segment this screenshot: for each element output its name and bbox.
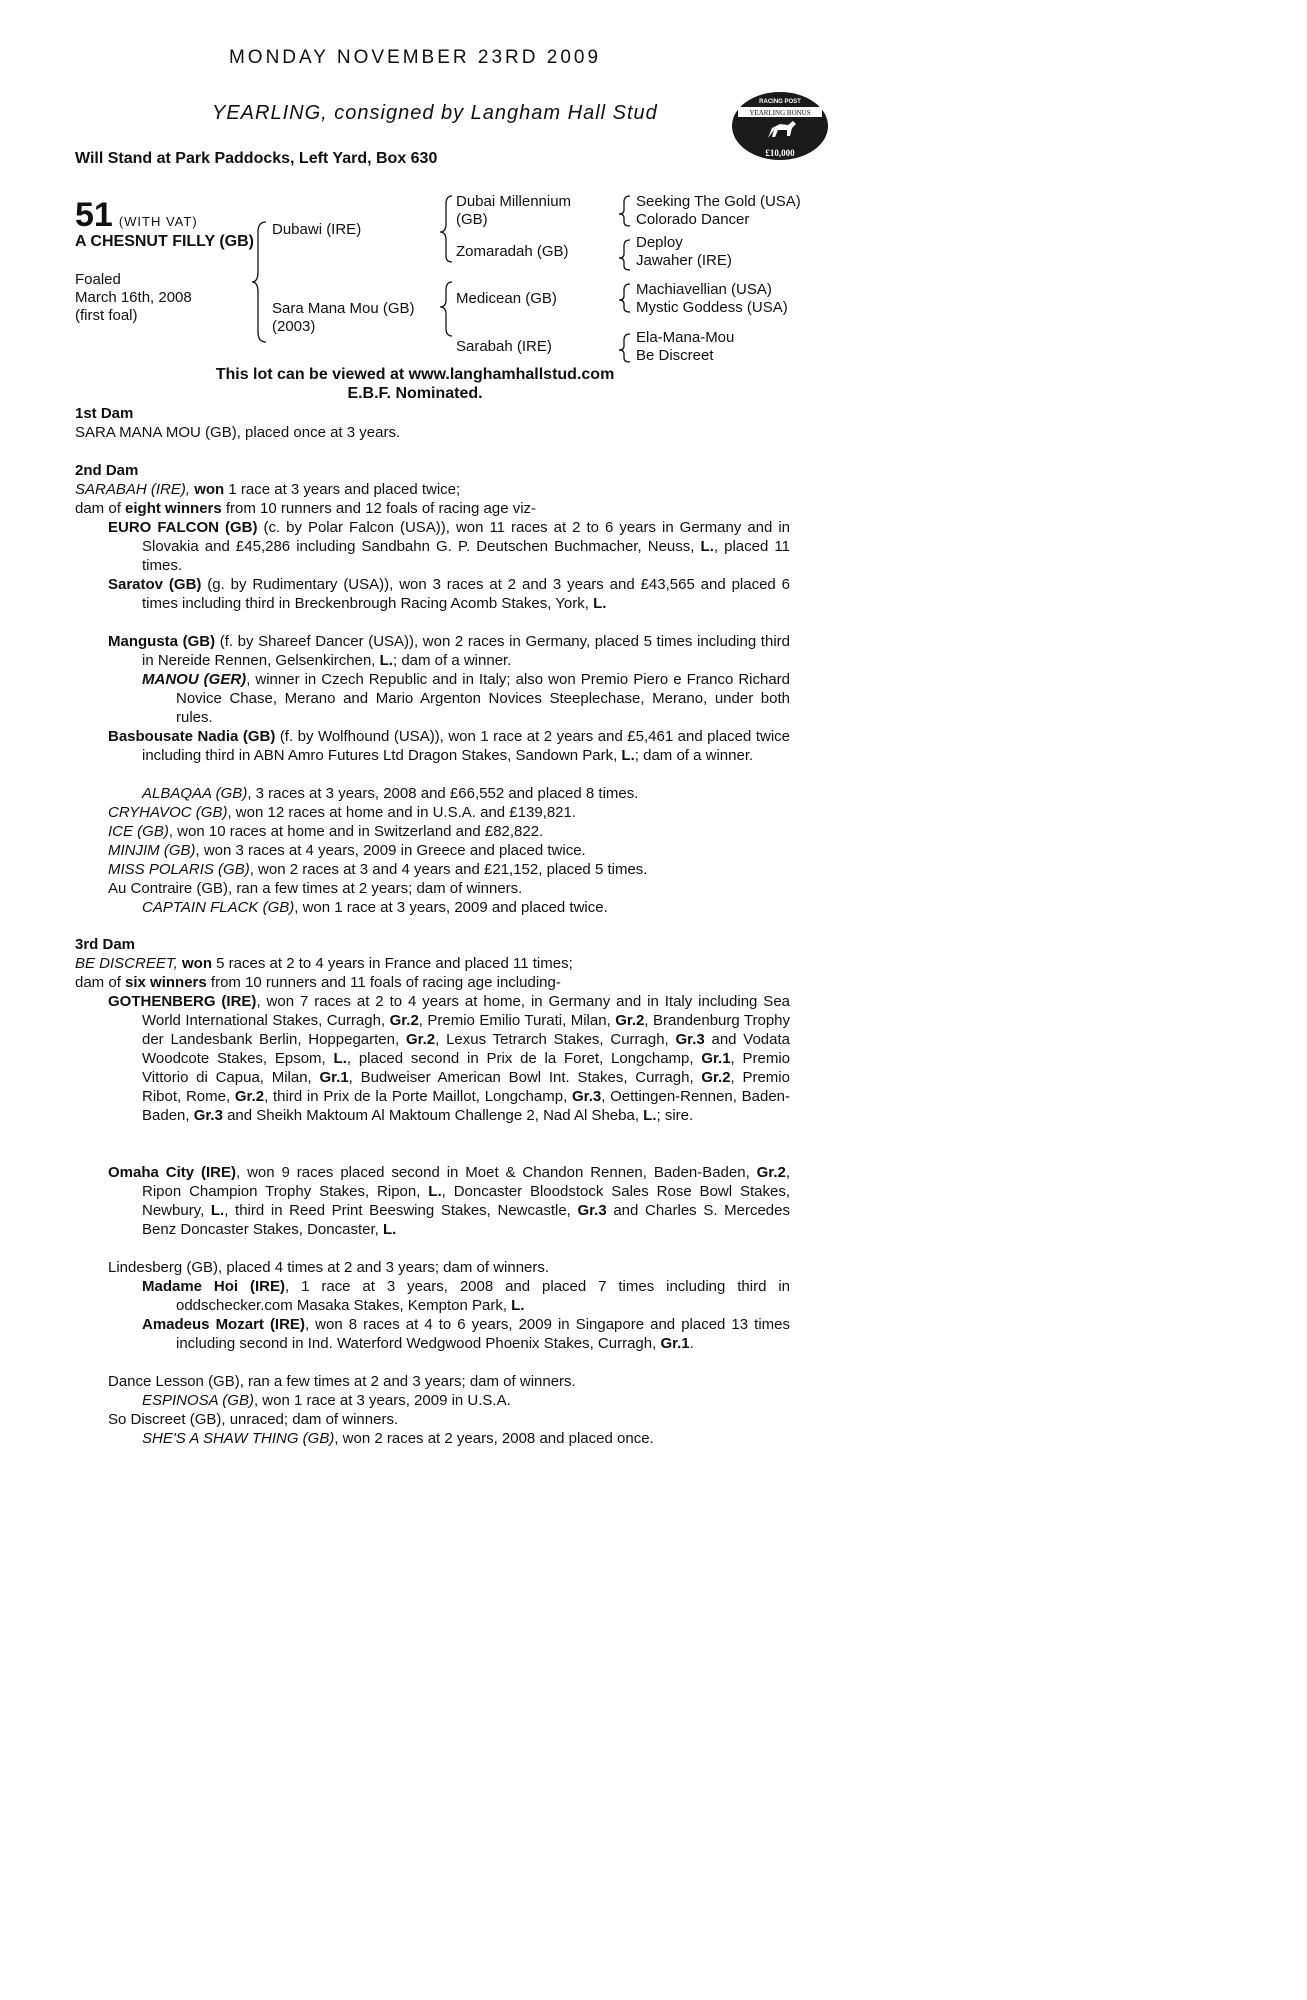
progeny-so-discreet: So Discreet (GB), unraced; dam of winners. [108,1411,399,1428]
second-dam-name: SARABAH (IRE), [75,481,191,498]
listed-label: L. [428,1183,442,1200]
progeny-text: , won 2 races at 3 and 4 years and £21,152, placed 5 times. [249,861,648,878]
progeny-name: Basbousate Nadia (GB) [108,728,276,745]
won-label: won [181,955,212,972]
badge-mid-text: YEARLING BONUS [749,109,811,117]
progeny-text: , won 3 races at 4 years, 2009 in Greece and placed twice. [195,842,586,859]
second-dam-line2 [75,499,755,518]
badge-amount: £10,000 [765,148,795,158]
progeny-text: , Oettingen-Rennen, Baden-Baden, [142,1088,791,1124]
group-label: Gr.2 [756,1164,786,1181]
pedigree-dam-year: (2003) [272,318,316,335]
winners-count: eight winners [125,500,222,517]
listed-label: L. [700,538,714,555]
first-dam-section [75,404,755,442]
first-foal: (first foal) [75,307,138,324]
progeny-tail: ; dam of a winner. [634,747,754,764]
dam-of-label: dam of [75,974,121,991]
progeny-lindesberg: Lindesberg (GB), placed 4 times at 2 and 3 years; dam of winners. [108,1259,550,1276]
group-label: Gr.1 [701,1050,731,1067]
progeny-miss-polaris [108,860,756,879]
progeny-name: ESPINOSA (GB) [142,1392,254,1409]
stand-location: Will Stand at Park Paddocks, Left Yard, Box 630 [75,150,438,167]
group-label: Gr.2 [701,1069,731,1086]
listed-label: L. [333,1050,347,1067]
listed-label: L. [621,747,635,764]
runners-info: from 10 runners and 12 foals of racing age viz- [225,500,537,517]
progeny-tail: , placed 11 times. [142,538,791,574]
progeny-gothenberg [108,992,790,1125]
group-label: Gr.2 [389,1012,419,1029]
progeny-text: , won 12 races at home and in U.S.A. and £139,821. [227,804,577,821]
progeny-text: , 3 races at 3 years, 2008 and £66,552 and placed 8 times. [247,785,639,802]
pedigree-dam-dam: Sarabah (IRE) [456,338,552,355]
third-dam-line2 [75,973,755,992]
progeny-omaha-city [108,1163,790,1239]
progeny-mangusta [108,632,790,670]
pedigree-g3: Deploy [636,234,683,251]
progeny-name: Mangusta (GB) [108,633,216,650]
lot-name: A CHESNUT FILLY (GB) [75,233,254,250]
progeny-text: , third in Reed Print Beeswing Stakes, Newcastle, [224,1202,571,1219]
pedigree-dam: Sara Mana Mou (GB) [272,300,415,317]
progeny-text: and Vodata Woodcote Stakes, Epsom, [142,1031,790,1067]
winners-count: six winners [125,974,207,991]
progeny-name: Madame Hoi (IRE) [142,1278,285,1295]
progeny-captain-flack [142,898,756,917]
listed-label: L. [643,1107,657,1124]
progeny-text: ; sire. [656,1107,694,1124]
progeny-text: , won 7 races at 2 to 4 years at home, in Germany and in Italy including Sea World International Stakes, Curragh, [142,993,791,1029]
pedigree-sire-dam: Zomaradah (GB) [456,243,569,260]
progeny-text: , Premio Emilio Turati, Milan, [418,1012,611,1029]
pedigree-dam-sire: Medicean (GB) [456,290,557,307]
progeny-name: Amadeus Mozart (IRE) [142,1316,305,1333]
dam-of-label: dam of [75,500,121,517]
group-label: Gr.2 [615,1012,645,1029]
third-dam-record: 5 races at 2 to 4 years in France and placed 11 times; [216,955,573,972]
group-label: Gr.2 [234,1088,265,1105]
progeny-text: , winner in Czech Republic and in Italy; also won Premio Piero e Franco Richard Novice Chase, Merano and Mario Argenton Novices Steeplechase, Merano, under both rules. [176,671,791,726]
progeny-madame-hoi [142,1277,790,1315]
pedigree-g2: Colorado Dancer [636,211,750,228]
progeny-shes-a-shaw-thing [142,1429,756,1448]
progeny-name: MANOU (GER) [142,671,247,688]
progeny-name: ICE (GB) [108,823,169,840]
progeny-name: CRYHAVOC (GB) [108,804,228,821]
sale-date: MONDAY NOVEMBER 23RD 2009 [228,47,602,68]
foaled-date: March 16th, 2008 [75,289,192,306]
pedigree-brackets [0,0,830,380]
first-dam-heading: 1st Dam [75,405,134,422]
progeny-name: EURO FALCON (GB) [108,519,258,536]
listed-label: L. [379,652,393,669]
second-dam-line1 [75,480,755,499]
won-label: won [194,481,225,498]
pedigree-g6: Mystic Goddess (USA) [636,299,788,316]
progeny-text: and Sheikh Maktoum Al Maktoum Challenge 2, Nad Al Sheba, [227,1107,639,1124]
progeny-saratov [108,575,790,613]
progeny-text: , Ripon Champion Trophy Stakes, Ripon, [142,1164,790,1200]
listed-label: L. [210,1202,225,1219]
runners-info: from 10 runners and 11 foals of racing age including- [210,974,561,991]
pedigree-g7: Ela-Mana-Mou [636,329,735,346]
second-dam-record: 1 race at 3 years and placed twice; [228,481,461,498]
pedigree-sire-sire: Dubai Millennium (GB) [456,193,572,228]
pedigree-g8: Be Discreet [636,347,714,364]
progeny-text: (f. by Wolfhound (USA)), won 1 race at 2 years and £5,461 and placed twice including third in ABN Amro Futures Ltd Dragon Stakes, Sandown Park, [142,728,790,764]
progeny-text: , Premio Ribot, Rome, [142,1069,790,1105]
progeny-text: , won 8 races at 4 to 6 years, 2009 in Singapore and placed 13 times including second in Ind. Waterford Wedgwood Phoenix Stakes, Curragh, [176,1316,790,1352]
viewing-url-note: This lot can be viewed at www.langhamhallstud.com [215,366,615,383]
progeny-text: , Premio Vittorio di Capua, Milan, [142,1050,791,1086]
progeny-albaqaa [142,784,756,803]
progeny-manou [142,670,790,727]
progeny-tail: ; dam of a winner. [392,652,512,669]
progeny-cryhavoc [108,803,756,822]
progeny-text: (g. by Rudimentary (USA)), won 3 races at 2 and 3 years and £43,565 and placed 6 times including third in Breckenbrough Racing Acomb Stakes, York, [142,576,791,612]
progeny-name: CAPTAIN FLACK (GB) [142,899,295,916]
second-dam-heading: 2nd Dam [75,462,139,479]
group-label: Gr.3 [193,1107,223,1124]
progeny-text: (c. by Polar Falcon (USA)), won 11 races at 2 to 6 years in Germany and in Slovakia and £45,286 including Sandbahn G. P. Deutschen Buchmacher, Neuss, [142,519,791,555]
ebf-note: E.B.F. Nominated. [347,385,483,402]
progeny-text: , won 1 race at 3 years, 2009 in U.S.A. [253,1392,511,1409]
progeny-basbousate-nadia [108,727,790,765]
progeny-name: GOTHENBERG (IRE) [108,993,257,1010]
viewing-note [0,365,830,403]
progeny-text: , won 1 race at 3 years, 2009 and placed twice. [294,899,608,916]
progeny-name: ALBAQAA (GB) [142,785,248,802]
listed-label: L. [511,1297,525,1314]
progeny-amadeus-mozart: Amadeus Mozart (IRE), won 8 races at 4 to 6 years, 2009 in Singapore and placed 13 times including second in Ind. Waterford Wedgwood Phoenix Stakes, Curragh, Gr.1. [142,1316,790,1352]
group-label: Gr.1 [660,1335,690,1352]
pedigree-g5: Machiavellian (USA) [636,281,772,298]
third-dam-line1 [75,954,755,973]
progeny-dance-lesson: Dance Lesson (GB), ran a few times at 2 and 3 years; dam of winners. [108,1373,576,1390]
listed-label: L. [382,1221,397,1238]
third-dam-name: BE DISCREET, [75,955,178,972]
group-label: Gr.3 [577,1202,607,1219]
pedigree-sire: Dubawi (IRE) [272,221,362,238]
consignor-subtitle: YEARLING, consigned by Langham Hall Stud [212,102,658,124]
progeny-text: , placed second in Prix de la Foret, Longchamp, [346,1050,694,1067]
progeny-ice [108,822,756,841]
progeny-text: , won 10 races at home and in Switzerland and £82,822. [168,823,544,840]
progeny-text: (f. by Shareef Dancer (USA)), won 2 races in Germany, placed 5 times including third in Nereide Rennen, Gelsenkirchen, [142,633,790,669]
foaled-label: Foaled [75,271,121,288]
badge-top-text: RACING POST [759,99,801,105]
progeny-text: , 1 race at 3 years, 2008 and placed 7 times including third in oddschecker.com Masaka Stakes, Kempton Park, [176,1278,790,1314]
third-dam-section [75,935,755,992]
second-dam-section [75,461,755,518]
lot-vat: (WITH VAT) [118,214,198,229]
progeny-minjim [108,841,756,860]
group-label: Gr.3 [675,1031,705,1048]
third-dam-heading: 3rd Dam [75,936,136,953]
first-dam-text: SARA MANA MOU (GB), placed once at 3 years. [75,424,401,441]
progeny-text: , Budweiser American Bowl Int. Stakes, Curragh, [348,1069,694,1086]
progeny-name: Saratov (GB) [108,576,202,593]
lot-number: 51 [75,196,113,234]
progeny-text: , third in Prix de la Porte Maillot, Longchamp, [264,1088,568,1105]
progeny-euro-falcon [108,518,790,575]
group-label: Gr.3 [572,1088,602,1105]
progeny-name: SHE'S A SHAW THING (GB) [142,1430,335,1447]
pedigree-g4: Jawaher (IRE) [636,252,732,269]
pedigree-g1: Seeking The Gold (USA) [636,193,801,210]
progeny-text: , won 9 races placed second in Moet & Chandon Rennen, Baden-Baden, [236,1164,750,1181]
progeny-espinosa [142,1391,756,1410]
progeny-name: Omaha City (IRE) [108,1164,236,1181]
progeny-name: MISS POLARIS (GB) [108,861,250,878]
group-label: Gr.2 [405,1031,436,1048]
progeny-text: and Charles S. Mercedes Benz Doncaster Stakes, Doncaster, [142,1202,790,1238]
progeny-text: , Brandenburg Trophy der Landesbank Berlin, Hoppegarten, [142,1012,791,1048]
progeny-text: , Lexus Tetrarch Stakes, Curragh, [435,1031,669,1048]
progeny-au-contraire: Au Contraire (GB), ran a few times at 2 years; dam of winners. [108,880,523,897]
listed-label: L. [593,595,607,612]
group-label: Gr.1 [319,1069,349,1086]
progeny-text: , won 2 races at 2 years, 2008 and placed once. [334,1430,654,1447]
progeny-text: , Doncaster Bloodstock Sales Rose Bowl Stakes, Newbury, [142,1183,790,1219]
progeny-name: MINJIM (GB) [108,842,196,859]
